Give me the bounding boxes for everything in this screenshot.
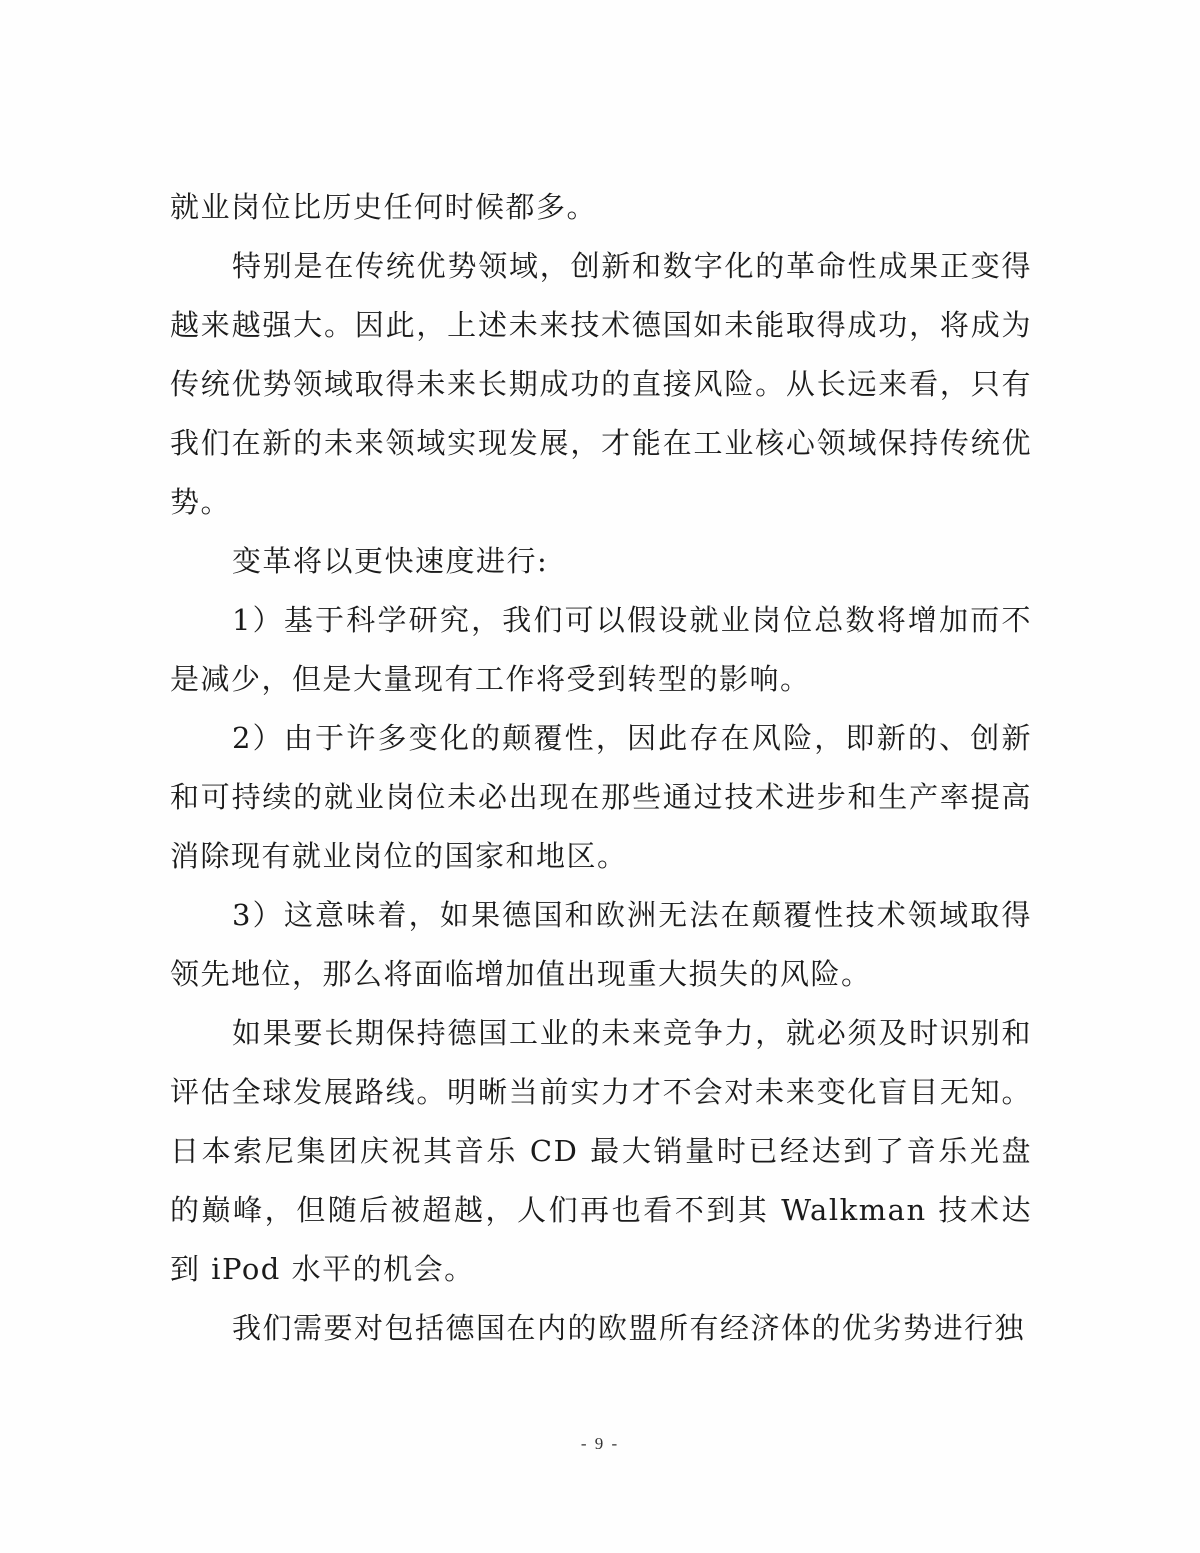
paragraph-6: 3）这意味着，如果德国和欧洲无法在颠覆性技术领域取得领先地位，那么将面临增加值出现重大损失的风险。: [170, 898, 1032, 991]
page-number: - 9 -: [580, 1434, 620, 1453]
paragraph-4: 1）基于科学研究，我们可以假设就业岗位总数将增加而不是减少，但是大量现有工作将受到转型的影响。: [170, 603, 1032, 696]
paragraph-5: 2）由于许多变化的颠覆性，因此存在风险，即新的、创新和可持续的就业岗位未必出现在那些通过技术进步和生产率提高消除现有就业岗位的国家和地区。: [170, 721, 1032, 873]
document-body: [170, 178, 1032, 1358]
paragraph-1: 就业岗位比历史任何时候都多。: [170, 190, 598, 224]
paragraph-7: 如果要长期保持德国工业的未来竞争力，就必须及时识别和评估全球发展路线。明晰当前实力才不会对未来变化盲目无知。日本索尼集团庆祝其音乐 CD 最大销量时已经达到了音乐光盘的巅峰，但随后被超越，人们再也看不到其 Walkman 技术达到 iPod 水平的机会。: [170, 1016, 1032, 1286]
paragraph-8: 我们需要对包括德国在内的欧盟所有经济体的优劣势进行独: [232, 1311, 1026, 1345]
paragraph-2: 特别是在传统优势领域，创新和数字化的革命性成果正变得越来越强大。因此，上述未来技术德国如未能取得成功，将成为传统优势领域取得未来长期成功的直接风险。从长远来看，只有我们在新的未来领域实现发展，才能在工业核心领域保持传统优势。: [170, 249, 1032, 519]
paragraph-3: 变革将以更快速度进行:: [232, 544, 549, 578]
